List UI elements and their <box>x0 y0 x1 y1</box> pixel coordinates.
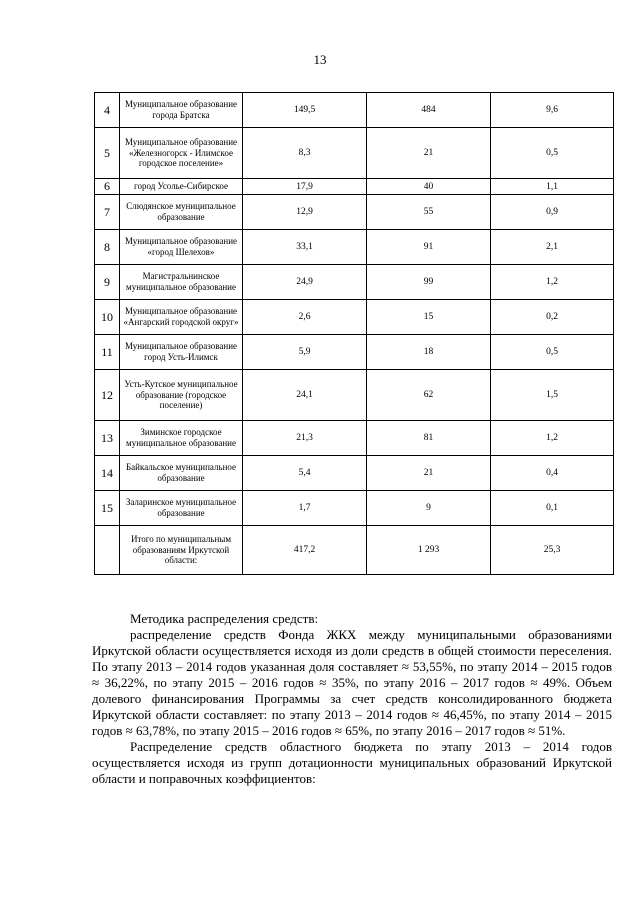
value-col-1: 24,9 <box>243 265 367 300</box>
value-col-2: 91 <box>367 230 491 265</box>
row-number: 6 <box>95 179 120 195</box>
value-col-3: 0,5 <box>491 128 614 179</box>
municipality-name: Итого по муниципальным образованиям Иркутской области: <box>120 526 243 575</box>
row-number: 11 <box>95 335 120 370</box>
table-row <box>95 93 614 128</box>
table-row <box>95 128 614 179</box>
table-row <box>95 370 614 421</box>
table-row <box>95 421 614 456</box>
table-row <box>95 179 614 195</box>
municipality-name: Заларинское муниципальное образование <box>120 491 243 526</box>
row-number: 14 <box>95 456 120 491</box>
table-row <box>95 491 614 526</box>
row-number: 15 <box>95 491 120 526</box>
table-row <box>95 335 614 370</box>
value-col-3: 9,6 <box>491 93 614 128</box>
table-row <box>95 195 614 230</box>
municipality-name: Магистральнинское муниципальное образование <box>120 265 243 300</box>
row-number: 7 <box>95 195 120 230</box>
value-col-2: 21 <box>367 128 491 179</box>
value-col-2: 40 <box>367 179 491 195</box>
municipality-name: Слюдянское муниципальное образование <box>120 195 243 230</box>
value-col-2: 62 <box>367 370 491 421</box>
row-number: 5 <box>95 128 120 179</box>
row-number: 12 <box>95 370 120 421</box>
row-number: 9 <box>95 265 120 300</box>
distribution-table <box>94 92 614 575</box>
value-col-1: 33,1 <box>243 230 367 265</box>
value-col-3: 1,5 <box>491 370 614 421</box>
municipality-name: Муниципальное образование «город Шелехов» <box>120 230 243 265</box>
value-col-1: 5,4 <box>243 456 367 491</box>
value-col-3: 0,4 <box>491 456 614 491</box>
value-col-3: 1,1 <box>491 179 614 195</box>
municipality-name: Муниципальное образование «Железногорск - Илимское городское поселение» <box>120 128 243 179</box>
paragraph-regional-budget: Распределение средств областного бюджета по этапу 2013 – 2014 годов осуществляется исходя из групп дотационности муниципальных образований Иркутской области и поправочных коэффициентов: <box>92 739 612 786</box>
value-col-1: 17,9 <box>243 179 367 195</box>
value-col-1: 24,1 <box>243 370 367 421</box>
table-row <box>95 265 614 300</box>
row-number: 13 <box>95 421 120 456</box>
value-col-2: 18 <box>367 335 491 370</box>
municipality-name: Муниципальное образование «Ангарский городской округ» <box>120 300 243 335</box>
value-col-3: 0,5 <box>491 335 614 370</box>
page-number: 13 <box>313 52 327 67</box>
paragraph-fund-distribution: распределение средств Фонда ЖКХ между муниципальными образованиями Иркутской области осуществляется исходя из доли средств в общей стоимости переселения. По этапу 2013 – 2014 годов указанная доля составляет ≈ 53,55%, по этапу 2014 – 2015 годов ≈ 36,22%, по этапу 2015 – 2016 годов ≈ 35%, по этапу 2016 – 2017 годов ≈ 49%. Объем долевого финансирования Программы за счет средств консолидированного бюджета Иркутской области составляет: по этапу 2013 – 2014 годов ≈ 46,45%, по этапу 2014 – 2015 годов ≈ 63,78%, по этапу 2015 – 2016 годов ≈ 65%, по этапу 2016 – 2017 годов ≈ 51%. <box>92 627 612 738</box>
value-col-3: 0,1 <box>491 491 614 526</box>
table-row <box>95 230 614 265</box>
value-col-1: 12,9 <box>243 195 367 230</box>
body-text <box>92 611 612 787</box>
municipality-name: Муниципальное образование город Усть-Илимск <box>120 335 243 370</box>
municipality-name: Усть-Кутское муниципальное образование (городское поселение) <box>120 370 243 421</box>
value-col-1: 417,2 <box>243 526 367 575</box>
value-col-3: 1,2 <box>491 421 614 456</box>
value-col-2: 55 <box>367 195 491 230</box>
value-col-3: 0,9 <box>491 195 614 230</box>
row-number <box>95 526 120 575</box>
value-col-2: 15 <box>367 300 491 335</box>
value-col-2: 81 <box>367 421 491 456</box>
table-row <box>95 300 614 335</box>
value-col-2: 9 <box>367 491 491 526</box>
row-number: 4 <box>95 93 120 128</box>
value-col-1: 149,5 <box>243 93 367 128</box>
row-number: 10 <box>95 300 120 335</box>
value-col-3: 25,3 <box>491 526 614 575</box>
table-total-row <box>95 526 614 575</box>
value-col-1: 2,6 <box>243 300 367 335</box>
municipality-name: Зиминское городское муниципальное образование <box>120 421 243 456</box>
table-row <box>95 456 614 491</box>
value-col-2: 99 <box>367 265 491 300</box>
value-col-3: 0,2 <box>491 300 614 335</box>
municipality-name: Муниципальное образование города Братска <box>120 93 243 128</box>
value-col-2: 484 <box>367 93 491 128</box>
value-col-1: 5,9 <box>243 335 367 370</box>
value-col-1: 8,3 <box>243 128 367 179</box>
paragraph-method-title: Методика распределения средств: <box>130 611 319 626</box>
row-number: 8 <box>95 230 120 265</box>
value-col-3: 1,2 <box>491 265 614 300</box>
value-col-1: 1,7 <box>243 491 367 526</box>
value-col-3: 2,1 <box>491 230 614 265</box>
value-col-2: 1 293 <box>367 526 491 575</box>
value-col-1: 21,3 <box>243 421 367 456</box>
municipality-name: город Усолье-Сибирское <box>120 179 243 195</box>
value-col-2: 21 <box>367 456 491 491</box>
municipality-name: Байкальское муниципальное образование <box>120 456 243 491</box>
